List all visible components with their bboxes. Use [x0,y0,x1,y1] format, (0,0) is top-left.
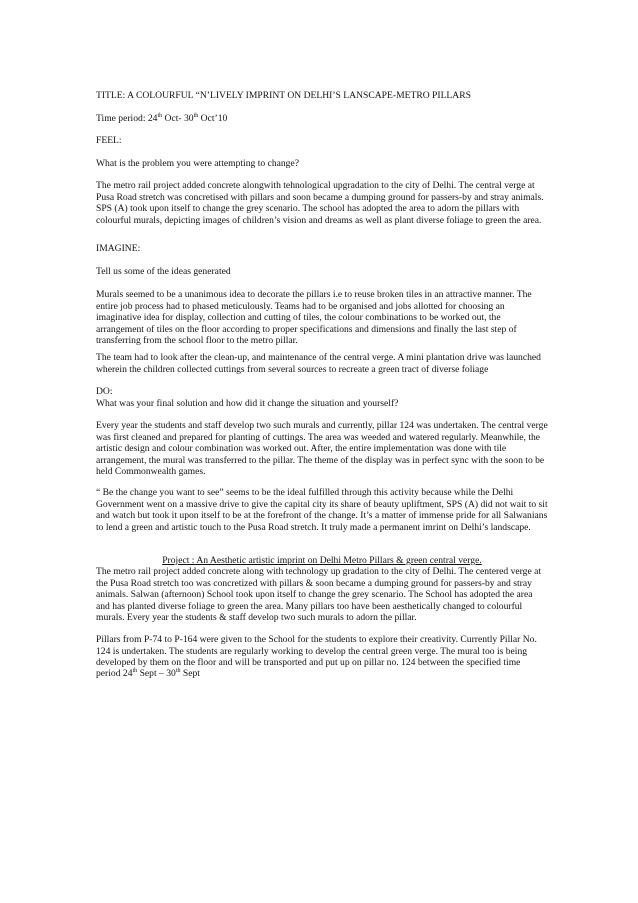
do-answer-1: Every year the students and staff develop two such murals and currently, pillar 124 was undertaken. The central verge was first cleaned and prepared for planting of cuttings. The area was weeded and watered regularly. Meanwhile, the artistic design and colour combination was worked out. After, the entire implementation was done with tile arrangement, the mural was transferred to the pillar. The theme of the display was in perfect sync with the soon to be held Commonwealth games. [96,420,548,478]
project-period-end: Sept [180,668,200,679]
do-answer-2: “ Be the change you want to see” seems to be the ideal fulfilled through this activity because while the Delhi Government went on a massive drive to give the capital city its share of beauty upliftment, SPS (A) did not wait to sit and watch but took it upon itself to be at the forefront of the change. It’s a matter of immense pride for all Salwanians to lend a green and artistic touch to the Pusa Road stretch. It truly made a permanent imrint on Delhi’s landscape. [96,487,548,533]
document-title: TITLE: A COLOURFUL “N’LIVELY IMPRINT ON DELHI’S LANSCAPE-METRO PILLARS [96,90,471,101]
time-period-start: Time period: 24 [96,113,158,124]
project-heading: Project : An Aesthetic artistic imprint on Delhi Metro Pillars & green central verge. [162,555,482,566]
time-period-sup-1: th [157,112,163,119]
feel-heading: FEEL: [96,135,122,146]
project-paragraph-2: Pillars from P-74 to P-164 were given to the School for the students to explore their creativity. Currently Pillar No. 124 is undertaken. The students are regularly working to develop the central green verge. The mural too is being developed by them on the floor and will be transported and put up on pillar no. 124 between the specified time [96,634,537,669]
imagine-answer-1: Murals seemed to be a unanimous idea to decorate the pillars i.e to reuse broken tiles in an attractive manner. The entire job process had to phased meticulously. Teams had to be organised and jobs allotted for choosing an imaginative idea for display, collection and cutting of tiles, the colour combinations to be worked out, the arrangement of tiles on the floor according to proper specifications and dimensions and finally the last step of transferring from the school floor to the metro pillar. [96,289,532,347]
time-period-mid: Oct- 30 [162,113,194,124]
imagine-answer-2: The team had to look after the clean-up, and maintenance of the central verge. A mini plantation drive was launched wherein the children collected cuttings from several sources to recreate a green tract of diverse foliage [96,352,541,375]
time-period-end: Oct’10 [198,113,228,124]
imagine-question: Tell us some of the ideas generated [96,266,231,277]
feel-question: What is the problem you were attempting to change? [96,158,300,169]
do-question: What was your final solution and how did it change the situation and yourself? [96,398,399,409]
project-period-start: period 24 [96,668,133,679]
time-period [96,113,548,125]
project-period-sup-1: th [132,667,138,674]
project-period [96,668,548,680]
do-heading: DO: [96,386,113,397]
project-period-mid: Sept – 30 [137,668,176,679]
project-paragraph-1: The metro rail project added concrete along with technology up gradation to the city of Delhi. The centered verge at the Pusa Road stretch too was concretized with pillars & soon became a dumping ground for passers-by and stray animals. Salwan (afternoon) School took upon itself to change the grey scenario. The School has adopted the area and has planted diverse foliage to green the area. Many pillars too have been aesthetically changed to colourful murals. Every year the students & staff develop two such murals to adorn the pillar. [96,566,542,624]
project-period-sup-2: th [175,667,181,674]
imagine-heading: IMAGINE: [96,243,141,254]
time-period-sup-2: th [193,112,199,119]
feel-answer: The metro rail project added concrete alongwith tehnological upgradation to the city of Delhi. The central verge at Pusa Road stretch was concretised with pillars and soon became a dumping ground for passers-by and stray animals. SPS (A) took upon itself to change the grey scenario. The school has adopted the area to adorn the pillars with colourful murals, depicting images of children’s vision and dreams as well as plant diverse foliage to green the area. [96,180,544,226]
